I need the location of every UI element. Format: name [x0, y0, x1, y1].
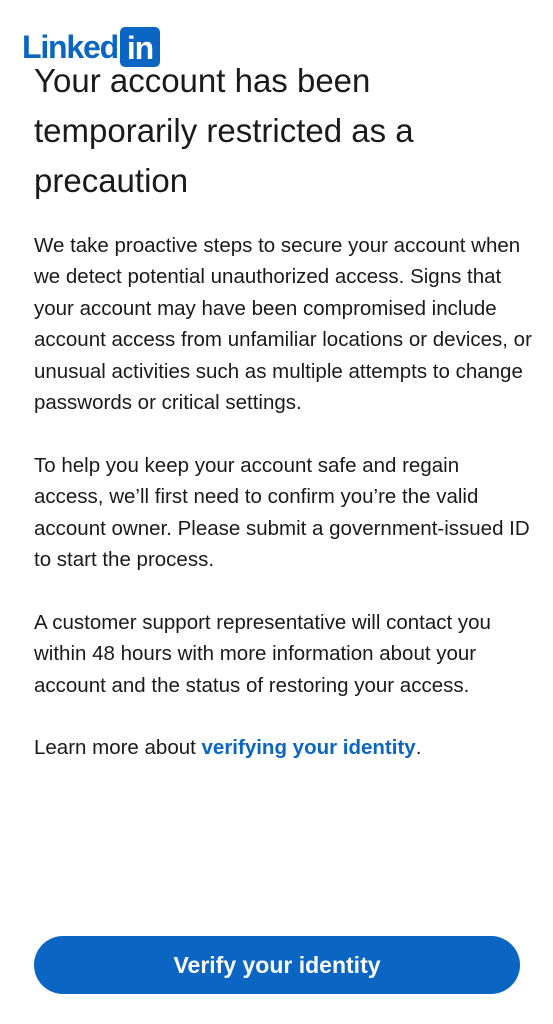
- logo-wordmark: Linked: [22, 29, 118, 65]
- paragraph-security: We take proactive steps to secure your account when we detect potential unauthorized access. Signs that your account may have been compromised include account access from unfamiliar locations or devices, or unusual activities such as multiple attempts to change passwords or critical settings.: [34, 234, 532, 415]
- learn-more-line: [34, 732, 534, 763]
- learn-more-suffix: .: [415, 736, 422, 760]
- logo-in-box: in: [120, 27, 160, 67]
- verify-identity-button[interactable]: Verify your identity: [34, 936, 520, 994]
- verifying-identity-link[interactable]: verifying your identity: [201, 736, 416, 760]
- body-text: [34, 230, 534, 795]
- page-title: Your account has been temporarily restricted as a precaution: [34, 62, 414, 199]
- paragraph-confirm-owner: To help you keep your account safe and regain access, we’ll first need to confirm you’re the valid account owner. Please submit a government-issued ID to start the process.: [34, 453, 530, 572]
- learn-more-prefix: Learn more about: [34, 736, 202, 760]
- paragraph-support-contact: A customer support representative will contact you within 48 hours with more information about your account and the status of restoring your access.: [34, 610, 491, 697]
